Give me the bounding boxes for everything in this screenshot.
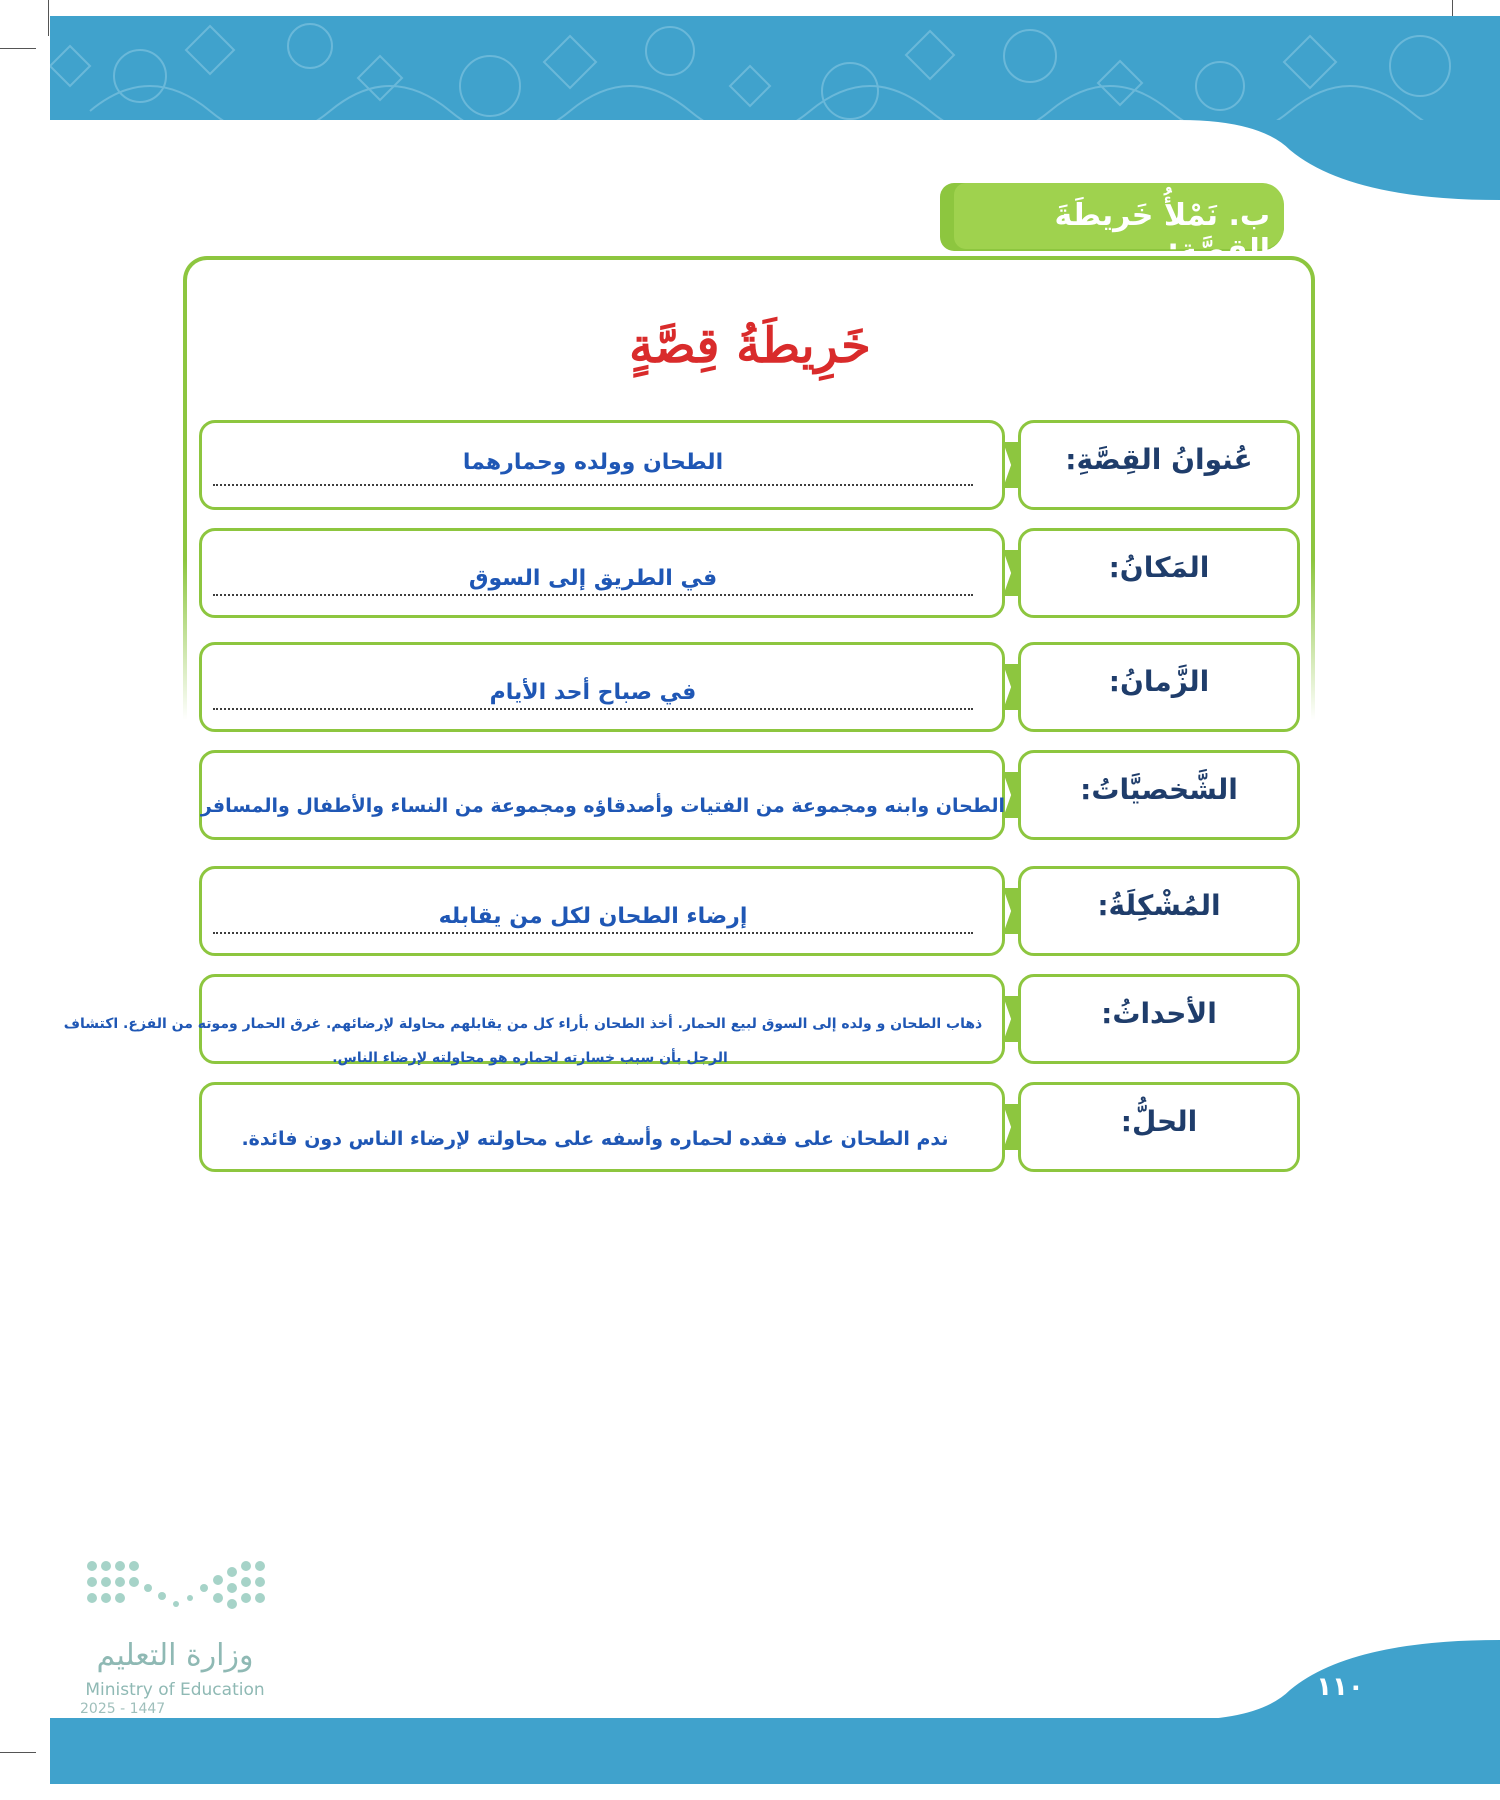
page-number: ١١٠ xyxy=(1316,1672,1364,1702)
row-label-text: المَكانُ: xyxy=(1108,551,1210,584)
row-arrow xyxy=(1003,888,1021,934)
answer-text: إرضاء الطحان لكل من يقابله xyxy=(438,904,748,929)
row-answer-solution xyxy=(199,1082,1005,1172)
answer-dotted-line xyxy=(213,484,973,486)
ministry-logo xyxy=(86,1558,266,1628)
section-label: ب. نَمْلأُ خَريطَةَ القصَّةِ: xyxy=(1054,198,1270,268)
ministry-name-english: Ministry of Education xyxy=(85,1680,265,1700)
crop-mark xyxy=(0,1752,36,1753)
answer-text: في صباح أحد الأيام xyxy=(489,680,697,705)
footer-band xyxy=(50,1718,1500,1784)
row-label-characters xyxy=(1018,750,1300,840)
row-label-title xyxy=(1018,420,1300,510)
header-band xyxy=(50,16,1500,120)
answer-dotted-line xyxy=(213,594,973,596)
row-label-events xyxy=(1018,974,1300,1064)
answer-text: الطحان وابنه ومجموعة من الفتيات وأصدقاؤه ومجموعة من النساء والأطفال والمسافر xyxy=(200,795,1005,817)
row-label-text: الأحداثُ: xyxy=(1101,997,1217,1030)
answer-dotted-line xyxy=(213,932,973,934)
row-label-text: الشَّخصيَّاتُ: xyxy=(1080,773,1238,806)
row-label-text: الحلُّ: xyxy=(1120,1105,1198,1138)
answer-text: ذهاب الطحان و ولده إلى السوق لبيع الحمار. أخذ الطحان بأراء كل من يقابلهم محاولة لإرضائهم. غرق الحمار وموته من الفزع. اكتشاف xyxy=(63,1016,983,1032)
row-label-place xyxy=(1018,528,1300,618)
answer-dotted-line xyxy=(213,708,973,710)
answer-text: الطحان وولده وحمارهما xyxy=(462,450,724,475)
row-label-time xyxy=(1018,642,1300,732)
row-arrow xyxy=(1003,772,1021,818)
arabesque-pattern xyxy=(50,16,1500,120)
crop-mark xyxy=(48,0,49,36)
crop-mark xyxy=(0,48,36,49)
story-map-title: خَرِيطَةُ قِصَّةٍ xyxy=(629,318,871,374)
row-label-solution xyxy=(1018,1082,1300,1172)
answer-text: ندم الطحان على فقده لحماره وأسفه على محاولته لإرضاء الناس دون فائدة. xyxy=(241,1128,949,1150)
frame-fade-left xyxy=(183,560,187,720)
answer-text-line2: الرجل بأن سبب خسارته لحماره هو محاولته لإرضاء الناس. xyxy=(332,1050,728,1066)
row-label-text: الزَّمانُ: xyxy=(1108,665,1210,698)
edition-year: 2025 - 1447 xyxy=(80,1701,166,1717)
frame-fade-right xyxy=(1311,560,1315,720)
answer-text: في الطريق إلى السوق xyxy=(468,566,718,591)
row-label-text: عُنوانُ القِصَّةِ: xyxy=(1065,443,1253,476)
row-label-text: المُشْكِلَةُ: xyxy=(1097,889,1221,922)
row-arrow xyxy=(1003,1104,1021,1150)
ministry-name-arabic: وزارة التعليم xyxy=(96,1638,254,1673)
row-label-problem xyxy=(1018,866,1300,956)
